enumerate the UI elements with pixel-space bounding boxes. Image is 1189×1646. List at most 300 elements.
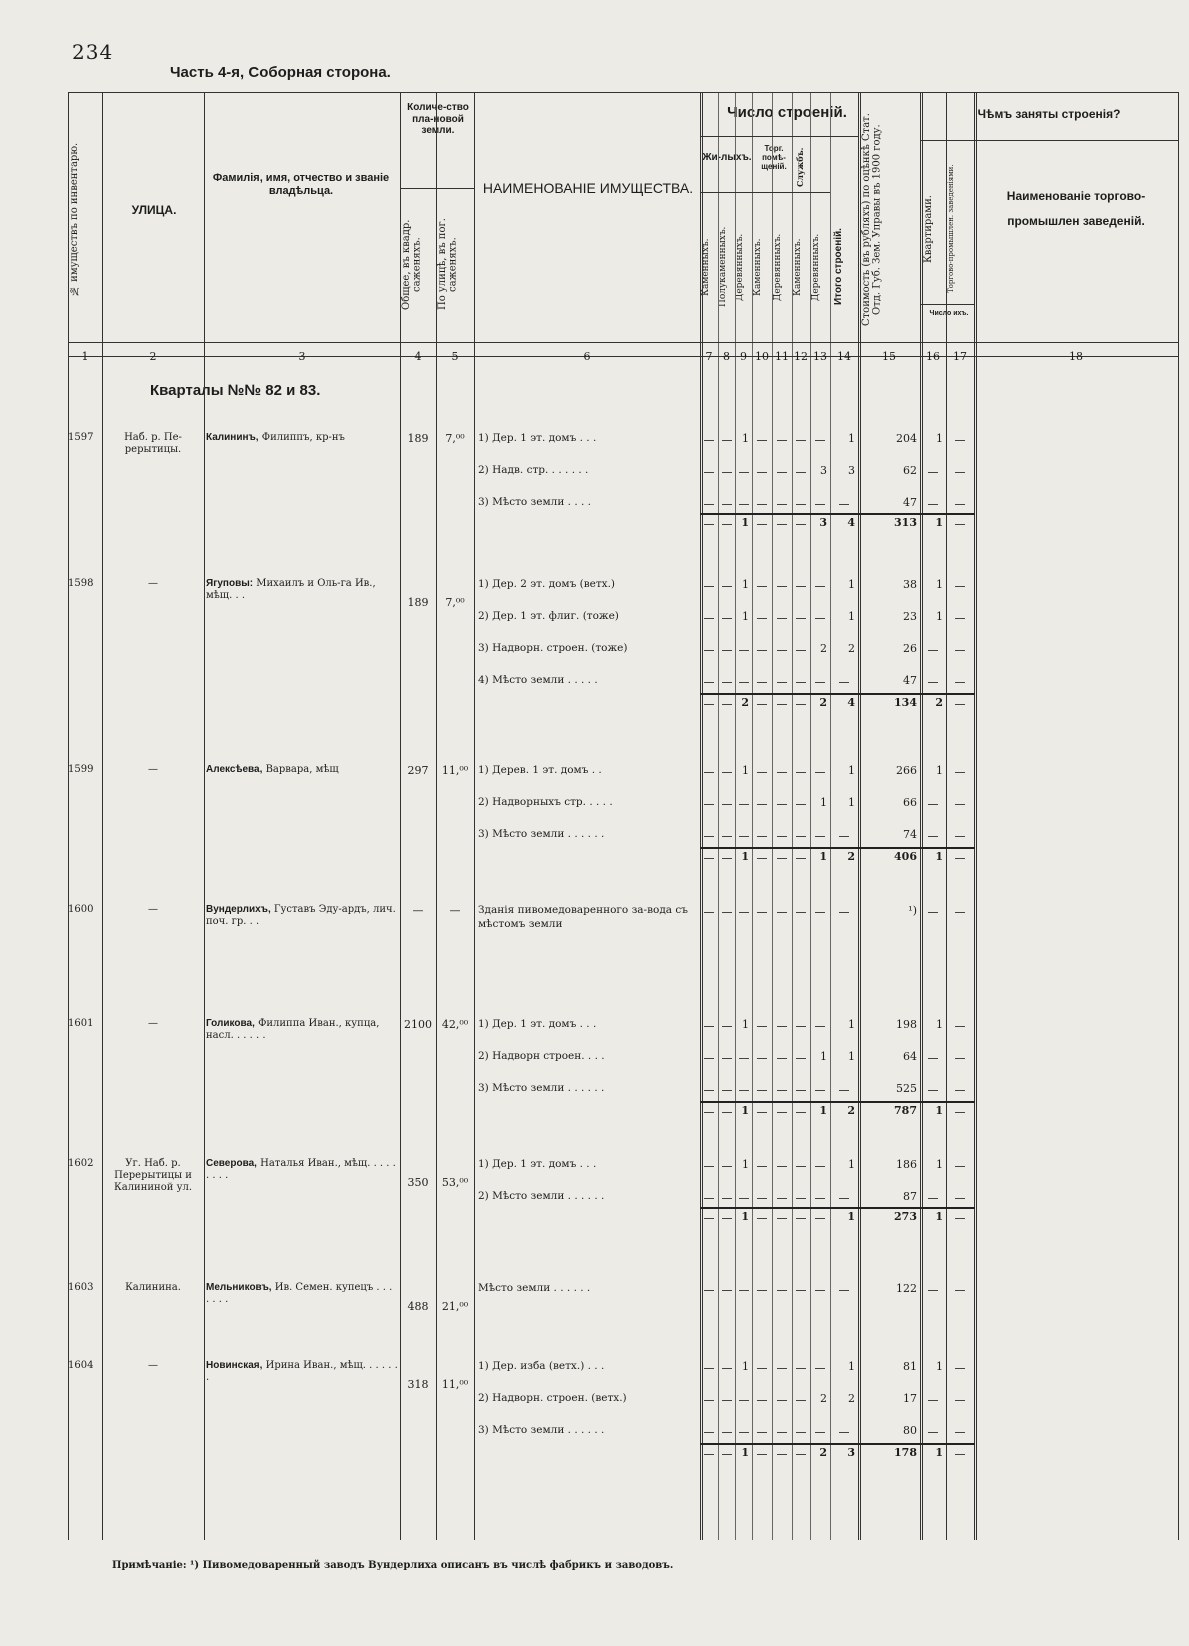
header-c13: Деревянныхъ. [811,233,821,301]
owner-surname: Вундерлихъ, [206,904,271,915]
empty-dash [757,1166,767,1167]
property-item: 3) Мѣсто земли . . . . . . [478,828,605,840]
grid-line-v-13 [830,92,831,1540]
empty-dash [955,912,965,913]
empty-dash [704,1090,714,1091]
row-value-c14: 4 [847,696,855,709]
row-value-c15: 525 [896,1082,917,1095]
entry-street: Наб. р. Пе-рерытицы. [124,432,182,455]
row-value-c9: 1 [742,1158,749,1171]
row-value-c15: 273 [894,1210,917,1223]
entry-number: 1604 [68,1360,94,1371]
row-value-c9: 1 [741,850,749,863]
row-value-c14: 1 [848,1050,855,1063]
total-line [700,513,975,515]
empty-dash [796,836,806,837]
row-value-c13: 3 [820,464,827,477]
row-value-c14: 2 [847,1104,855,1117]
header-value: Стоимость (въ рубляхъ) по оцѣнкѣ Стат. Отд. Губ. Зем. Управы въ 1900 году. [861,113,883,326]
header-residential: Жи-лыхъ. [702,152,752,163]
empty-dash [839,1090,849,1091]
empty-dash [955,1166,965,1167]
row-value-c15: 266 [896,764,917,777]
empty-dash [815,1166,825,1167]
row-value-c15: 134 [894,696,917,709]
empty-dash [777,804,787,805]
entry-number: 1598 [68,578,94,589]
entry-street: — [148,904,158,915]
property-item: 1) Дер. изба (ветх.) . . . [478,1360,605,1372]
empty-dash [704,1112,714,1113]
empty-dash [839,504,849,505]
empty-dash [796,704,806,705]
empty-dash [722,1368,732,1369]
entry-owner [206,1282,398,1306]
empty-dash [757,704,767,705]
empty-dash [955,836,965,837]
empty-dash [928,472,938,473]
entry-owner [206,578,398,602]
header-land-group: Количе-ство пла-новой земли. [407,102,469,136]
owner-details: Филиппъ, кр-нъ [261,432,345,443]
entry-area: 189 [407,596,429,609]
empty-dash [796,682,806,683]
empty-dash [796,650,806,651]
property-item: 2) Надв. стр. . . . . . . [478,464,589,476]
empty-dash [704,704,714,705]
property-item: 1) Дер. 1 эт. домъ . . . [478,1158,597,1170]
empty-dash [928,1198,938,1199]
empty-dash [796,1112,806,1113]
empty-dash [796,1290,806,1291]
empty-dash [796,524,806,525]
column-number: 12 [794,350,808,363]
empty-dash [777,1058,787,1059]
empty-dash [815,682,825,683]
empty-dash [815,772,825,773]
empty-dash [928,1058,938,1059]
grid-line-v-14 [858,92,861,1540]
row-value-c14: 3 [847,1446,855,1459]
empty-dash [796,1058,806,1059]
entry-owner [206,432,398,444]
row-value-c14: 1 [848,432,855,445]
empty-dash [722,1112,732,1113]
empty-dash [955,1400,965,1401]
entry-number: 1597 [68,432,94,443]
property-item: 1) Дер. 2 эт. домъ (ветх.) [478,578,616,590]
owner-details: Михаилъ и Оль-га Ив., мѣщ. . . [206,578,376,601]
empty-dash [757,440,767,441]
owner-surname: Алексѣева, [206,764,263,775]
empty-dash [757,1454,767,1455]
empty-dash [757,772,767,773]
row-value-c15: 186 [896,1158,917,1171]
owner-surname: Новинская, [206,1360,263,1371]
grid-line-v-8 [735,92,736,1540]
row-value-c15: 66 [903,796,917,809]
entry-number: 1599 [68,764,94,775]
owner-surname: Северова, [206,1158,257,1169]
empty-dash [815,1218,825,1219]
row-value-c15: 47 [903,674,917,687]
grid-line-v-9 [752,92,753,1540]
empty-dash [722,1026,732,1027]
empty-dash [777,1400,787,1401]
empty-dash [796,586,806,587]
empty-dash [928,504,938,505]
empty-dash [757,1368,767,1369]
empty-dash [815,586,825,587]
empty-dash [704,804,714,805]
empty-dash [955,804,965,805]
row-value-c15: 38 [903,578,917,591]
property-item: 3) Мѣсто земли . . . . . . [478,1424,605,1436]
empty-dash [739,1198,749,1199]
empty-dash [777,912,787,913]
entry-number: 1600 [68,904,94,915]
row-value-c9: 1 [742,432,749,445]
empty-dash [815,504,825,505]
empty-dash [722,1290,732,1291]
page-title: Часть 4-я, Соборная сторона. [170,64,391,81]
property-item: 3) Мѣсто земли . . . . [478,496,592,508]
empty-dash [777,586,787,587]
empty-dash [955,1090,965,1091]
empty-dash [777,1218,787,1219]
empty-dash [815,440,825,441]
grid-line-v-1 [102,92,103,1540]
empty-dash [722,1218,732,1219]
grid-line-v-12 [810,92,811,1540]
row-value-c9: 1 [742,764,749,777]
empty-dash [928,650,938,651]
empty-dash [704,1432,714,1433]
row-value-c15: 62 [903,464,917,477]
entry-area: 350 [407,1176,429,1189]
empty-dash [704,772,714,773]
row-value-c14: 2 [847,850,855,863]
grid-line-v-10 [772,92,773,1540]
entry-street: — [148,578,158,589]
empty-dash [928,912,938,913]
footnote: Примѣчаніе: ¹) Пивомедоваренный заводъ Вундерлиха описанъ въ числѣ фабрикъ и заводовъ. [112,1560,674,1571]
column-number: 4 [414,350,422,363]
column-number: 16 [926,350,940,363]
row-value-c16: 1 [935,1446,943,1459]
row-value-c15: 198 [896,1018,917,1031]
empty-dash [704,504,714,505]
empty-dash [839,912,849,913]
grid-line-sub-2 [700,192,830,193]
empty-dash [928,804,938,805]
property-item: 3) Мѣсто земли . . . . . . [478,1082,605,1094]
empty-dash [777,858,787,859]
row-value-c16: 1 [936,1018,943,1031]
owner-details: Филиппа Иван., купца, насл. . . . . . [206,1018,380,1041]
empty-dash [722,1400,732,1401]
empty-dash [777,1454,787,1455]
row-value-c9: 1 [741,1104,749,1117]
empty-dash [757,836,767,837]
row-value-c13: 2 [819,1446,827,1459]
header-c8: Полукаменныхъ. [718,226,728,308]
empty-dash [722,1166,732,1167]
column-number: 14 [837,350,851,363]
register-table [68,92,1178,1540]
row-value-c15: 178 [894,1446,917,1459]
empty-dash [777,1198,787,1199]
grid-line-v-5 [474,92,475,1540]
header-c12: Каменныхъ. [793,238,803,296]
empty-dash [704,1290,714,1291]
empty-dash [722,836,732,837]
entry-frontage: 11,⁰⁰ [441,1378,469,1391]
empty-dash [928,1400,938,1401]
empty-dash [955,472,965,473]
empty-dash [815,836,825,837]
entry-area: 488 [407,1300,429,1313]
quarter-title: Кварталы №№ 82 и 83. [150,382,321,399]
property-item: Зданія пивомедоваренного за-вода съ мѣстомъ земли [478,904,688,930]
empty-dash [722,912,732,913]
empty-dash [815,618,825,619]
empty-dash [739,682,749,683]
grid-line-v-11 [792,92,793,1540]
row-value-c16: 1 [936,1360,943,1373]
empty-dash [739,1090,749,1091]
empty-dash [777,836,787,837]
empty-dash [955,650,965,651]
row-value-c13: 1 [819,1104,827,1117]
empty-dash [739,912,749,913]
column-number: 3 [298,350,306,363]
row-value-c15: 81 [903,1360,917,1373]
row-value-c13: 2 [819,696,827,709]
entry-owner [206,1360,398,1384]
header-inventory-number: № имуществъ по инвентарю. [69,142,80,297]
row-value-c14: 1 [848,1360,855,1373]
empty-dash [796,472,806,473]
header-c10: Каменныхъ. [753,238,763,296]
column-number: 17 [953,350,967,363]
empty-dash [796,618,806,619]
property-item: 2) Мѣсто земли . . . . . . [478,1190,605,1202]
row-value-c16: 1 [935,850,943,863]
empty-dash [757,504,767,505]
row-value-c15: 313 [894,516,917,529]
grid-line-v-16 [946,92,947,1540]
empty-dash [777,1432,787,1433]
row-value-c15: 23 [903,610,917,623]
empty-dash [757,1432,767,1433]
empty-dash [839,1198,849,1199]
empty-dash [796,504,806,505]
header-c11: Деревянныхъ. [773,233,783,301]
empty-dash [928,1432,938,1433]
header-c17: Торгово-промышлен. заведеніями. [947,164,955,294]
empty-dash [777,440,787,441]
empty-dash [955,1432,965,1433]
property-item: 1) Дер. 1 эт. домъ . . . [478,432,597,444]
empty-dash [757,1058,767,1059]
row-value-c15: 87 [903,1190,917,1203]
grid-line-v-6 [700,92,703,1540]
grid-line-v-18 [1178,92,1179,1540]
entry-frontage: — [449,904,461,917]
page-number: 234 [72,40,114,64]
empty-dash [739,504,749,505]
row-value-c16: 1 [936,432,943,445]
row-value-c9: 1 [741,1210,749,1223]
grid-line-top-edge [68,92,1178,93]
empty-dash [739,1432,749,1433]
header-c7: Каменныхъ. [701,238,711,296]
empty-dash [955,1026,965,1027]
empty-dash [955,1198,965,1199]
column-number: 8 [723,350,730,363]
row-value-c15: 64 [903,1050,917,1063]
grid-line-v-15 [920,92,923,1540]
row-value-c16: 1 [935,1104,943,1117]
empty-dash [757,1218,767,1219]
entry-street: Уг. Наб. р. Перерытицы и Калининой ул. [114,1158,192,1193]
empty-dash [704,1026,714,1027]
empty-dash [955,1218,965,1219]
owner-details: Ирина Иван., мѣщ. . . . . . . [206,1360,398,1383]
empty-dash [796,1090,806,1091]
header-count: Число ихъ. [929,310,969,317]
row-value-c15: 406 [894,850,917,863]
empty-dash [704,586,714,587]
empty-dash [839,682,849,683]
empty-dash [704,1058,714,1059]
row-value-c15: 26 [903,642,917,655]
row-value-c9: 1 [742,1018,749,1031]
row-value-c15: 47 [903,496,917,509]
row-value-c15: 80 [903,1424,917,1437]
total-line [700,1443,975,1445]
grid-line-v-4 [436,92,437,1540]
empty-dash [739,650,749,651]
empty-dash [955,704,965,705]
empty-dash [704,1454,714,1455]
empty-dash [739,1058,749,1059]
entry-owner [206,1158,398,1182]
row-value-c13: 3 [819,516,827,529]
empty-dash [815,1198,825,1199]
empty-dash [955,1454,965,1455]
entry-number: 1602 [68,1158,94,1169]
empty-dash [955,1112,965,1113]
property-item: 4) Мѣсто земли . . . . . [478,674,598,686]
empty-dash [815,1090,825,1091]
empty-dash [757,1090,767,1091]
empty-dash [777,1090,787,1091]
empty-dash [722,804,732,805]
empty-dash [704,472,714,473]
empty-dash [928,836,938,837]
empty-dash [796,912,806,913]
entry-number: 1603 [68,1282,94,1293]
entry-street: — [148,764,158,775]
empty-dash [796,1218,806,1219]
row-value-c14: 2 [848,1392,855,1405]
entry-street: — [148,1018,158,1029]
property-item: 1) Дер. 1 эт. домъ . . . [478,1018,597,1030]
column-number: 6 [583,350,591,363]
grid-line-sub-0 [400,188,474,189]
empty-dash [796,440,806,441]
entry-frontage: 7,⁰⁰ [445,432,465,445]
empty-dash [722,682,732,683]
empty-dash [704,1368,714,1369]
empty-dash [704,1218,714,1219]
header-frontage: По улицѣ, въ пог. саженяхъ. [437,218,459,311]
empty-dash [704,858,714,859]
empty-dash [955,440,965,441]
empty-dash [796,1368,806,1369]
empty-dash [739,1290,749,1291]
property-item: 3) Надворн. строен. (тоже) [478,642,628,654]
row-value-c13: 1 [820,1050,827,1063]
column-number: 18 [1069,350,1083,363]
empty-dash [955,524,965,525]
empty-dash [722,472,732,473]
empty-dash [757,912,767,913]
grid-line-sub-3 [920,140,1178,141]
empty-dash [796,858,806,859]
empty-dash [757,586,767,587]
empty-dash [757,1198,767,1199]
column-number: 15 [882,350,896,363]
empty-dash [777,1368,787,1369]
empty-dash [796,772,806,773]
row-value-c14: 1 [848,578,855,591]
entry-owner [206,904,398,928]
empty-dash [757,650,767,651]
column-number: 7 [705,350,713,363]
grid-line-header-bottom [68,342,1178,343]
row-value-c14: 1 [848,1018,855,1031]
empty-dash [722,440,732,441]
header-buildings-group: Число строеній. [727,104,847,121]
empty-dash [815,1026,825,1027]
entry-number: 1601 [68,1018,94,1029]
row-value-c15: 204 [896,432,917,445]
empty-dash [777,772,787,773]
grid-line-sub-4 [920,304,974,305]
empty-dash [777,1112,787,1113]
owner-details: Наталья Иван., мѣщ. . . . . . . . . [206,1158,396,1181]
empty-dash [757,1112,767,1113]
empty-dash [739,1400,749,1401]
empty-dash [722,772,732,773]
empty-dash [704,524,714,525]
row-value-c13: 1 [820,796,827,809]
empty-dash [928,682,938,683]
header-street: УЛИЦА. [131,203,177,217]
row-value-c14: 1 [848,610,855,623]
row-value-c15: 122 [896,1282,917,1295]
total-line [700,847,975,849]
column-number: 5 [451,350,459,363]
entry-owner [206,764,398,776]
entry-frontage: 53,⁰⁰ [441,1176,469,1189]
owner-details: Варвара, мѣщ [265,764,339,775]
empty-dash [722,504,732,505]
owner-surname: Ягуповы: [206,578,254,589]
